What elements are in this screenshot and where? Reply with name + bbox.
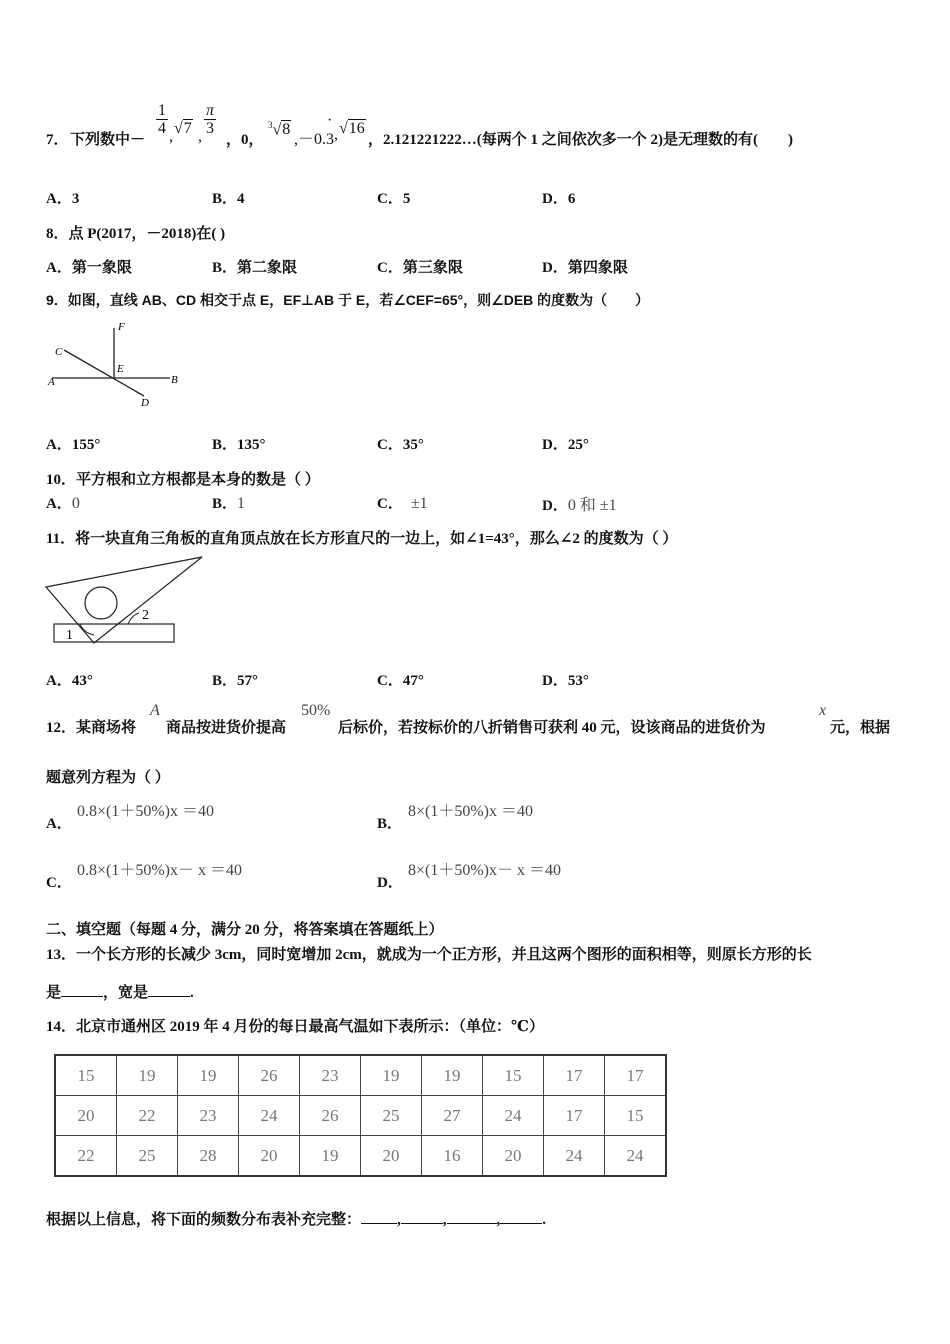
q7-cbrt8: $^3$√8 (268, 120, 291, 139)
q10-option-b[interactable]: B．1 (212, 495, 246, 512)
table-cell: 27 (422, 1096, 483, 1136)
q12-line2: 题意列方程为（ ） (46, 770, 170, 786)
q11-label-2: 2 (142, 608, 149, 623)
q14-blank-4[interactable] (500, 1209, 542, 1224)
table-cell: 16 (422, 1136, 483, 1177)
q9-label-d: D (141, 397, 149, 409)
table-row (55, 1136, 666, 1177)
q13-line2: 是 ，宽是 . (46, 981, 194, 1002)
table-cell: 22 (117, 1096, 178, 1136)
q12-option-b[interactable]: B． 8×(1＋50%)x ＝40 (377, 803, 534, 832)
q11-option-a[interactable]: A．43° (46, 673, 93, 689)
q9-line-cd (64, 350, 144, 396)
table-cell: 26 (300, 1096, 361, 1136)
q13-blank-width[interactable] (148, 982, 190, 997)
q7-number: 7． (46, 132, 69, 148)
q7-neg-0-3: ,－0.3 (294, 131, 335, 148)
q7-frac-pi-third: $\frac{\pi}{3}$ (206, 102, 215, 137)
q14-blank-2[interactable] (401, 1209, 443, 1224)
table-cell: 22 (55, 1136, 117, 1177)
table-cell: 20 (55, 1096, 117, 1136)
table-cell: 24 (544, 1136, 605, 1177)
q9-option-a[interactable]: A．155° (46, 437, 101, 453)
table-cell: 24 (239, 1096, 300, 1136)
q10-stem: 10．平方根和立方根都是本身的数是（ ） (46, 472, 320, 488)
q14-after: 根据以上信息，将下面的频数分布表补充完整： , , , . (46, 1208, 546, 1229)
q8-stem: 8．点 P(2017，－2018)在( ) (46, 226, 226, 242)
q13-blank-length[interactable] (61, 982, 103, 997)
q7-sep2: , (198, 128, 202, 145)
table-row (55, 1096, 666, 1136)
q8-option-c[interactable]: C．第三象限 (377, 260, 463, 276)
table-cell: 25 (361, 1096, 422, 1136)
q7-sep1: , (169, 128, 173, 145)
table-cell: 17 (605, 1055, 667, 1096)
q12-option-d[interactable]: D． 8×(1＋50%)x－ x ＝40 (377, 862, 562, 891)
table-cell: 20 (483, 1136, 544, 1177)
section2-title: 二、填空题（每题 4 分，满分 20 分，将答案填在答题纸上） (46, 922, 444, 938)
q7-frac-quarter: $\frac{1}{4}$ (158, 102, 166, 137)
table-cell: 28 (178, 1136, 239, 1177)
q12-option-a[interactable]: A． 0.8×(1＋50%)x ＝40 (46, 803, 215, 832)
q11-hole (85, 587, 117, 619)
q9-label-b: B (171, 374, 178, 386)
q13-line1: 13．一个长方形的长减少 3cm，同时宽增加 2cm，就成为一个正方形，并且这两个图形的面积相等，则原长方形的长 (46, 947, 812, 963)
q7-option-b[interactable]: B．4 (212, 191, 245, 207)
q8-option-d[interactable]: D．第四象限 (542, 260, 628, 276)
table-cell: 15 (483, 1055, 544, 1096)
q11-label-1: 1 (66, 628, 73, 643)
q14-blank-1[interactable] (361, 1209, 397, 1224)
q10-option-a[interactable]: A．0 (46, 495, 80, 512)
q9-stem: 9．如图，直线 AB、CD 相交于点 E，EF⊥AB 于 E，若∠CEF=65°，则∠DEB 的度数为（ ） (46, 292, 650, 308)
q12-line1: 12．某商场将 A 商品按进货价提高 50% 后标价，若按标价的八折销售可获利 40 元，设该商品的进货价为 x 元，根据 (46, 702, 891, 736)
table-cell: 17 (544, 1096, 605, 1136)
table-cell: 20 (361, 1136, 422, 1177)
q7-mid: ，0， (226, 132, 264, 148)
table-cell: 20 (239, 1136, 300, 1177)
table-cell: 23 (178, 1096, 239, 1136)
table-cell: 19 (422, 1055, 483, 1096)
q9-figure (46, 320, 186, 410)
q9-option-b[interactable]: B．135° (212, 437, 266, 453)
table-cell: 19 (178, 1055, 239, 1096)
table-cell: 17 (544, 1055, 605, 1096)
table-cell: 19 (361, 1055, 422, 1096)
q7-sqrt7: √7 (174, 120, 192, 137)
q10-option-c[interactable]: C． ±1 (377, 495, 428, 512)
q14-table-body (55, 1055, 666, 1176)
table-cell: 24 (605, 1136, 667, 1177)
q9-option-d[interactable]: D．25° (542, 437, 589, 453)
q7-sqrt16: √16 (339, 120, 365, 137)
q12-var-x: x (819, 702, 827, 719)
table-cell: 26 (239, 1055, 300, 1096)
q9-option-c[interactable]: C．35° (377, 437, 424, 453)
q11-option-d[interactable]: D．53° (542, 673, 589, 689)
q10-option-d[interactable]: D．0 和 ±1 (542, 497, 617, 514)
q9-label-c: C (55, 346, 63, 358)
q11-option-b[interactable]: B．57° (212, 673, 259, 689)
q7-option-d[interactable]: D．6 (542, 191, 576, 207)
q11-stem: 11．将一块直角三角板的直角顶点放在长方形直尺的一边上，如∠1=43°，那么∠2 的度数为（ ） (46, 531, 678, 547)
q12-percent: 50% (301, 702, 331, 719)
q7-tail: ，2.121221222…(每两个 1 之间依次多一个 2)是无理数的有( ) (368, 132, 793, 148)
q8-option-b[interactable]: B．第二象限 (212, 260, 298, 276)
q14-blank-3[interactable] (447, 1209, 497, 1224)
q8-option-a[interactable]: A．第一象限 (46, 260, 132, 276)
q11-figure (44, 555, 209, 647)
table-cell: 19 (300, 1136, 361, 1177)
q9-label-a: A (48, 376, 55, 388)
q12-option-c[interactable]: C． 0.8×(1＋50%)x－ x ＝40 (46, 862, 243, 891)
q9-label-e: E (117, 363, 124, 375)
q7-option-a[interactable]: A．3 (46, 191, 80, 207)
q12-var-a: A (150, 702, 160, 719)
table-cell: 25 (117, 1136, 178, 1177)
q7-lead: 下列数中－ (70, 132, 146, 148)
table-cell: 15 (605, 1096, 667, 1136)
table-cell: 15 (55, 1055, 117, 1096)
q14-temperature-table (54, 1054, 667, 1177)
table-cell: 19 (117, 1055, 178, 1096)
q9-label-f: F (118, 321, 125, 333)
table-cell: 23 (300, 1055, 361, 1096)
q14-stem: 14．北京市通州区 2019 年 4 月份的每日最高气温如下表所示：（单位：℃） (46, 1019, 544, 1035)
q7-repeat-dot: · (327, 112, 333, 129)
q11-option-c[interactable]: C．47° (377, 673, 424, 689)
q7-option-c[interactable]: C．5 (377, 191, 411, 207)
table-cell: 24 (483, 1096, 544, 1136)
table-row (55, 1055, 666, 1096)
q7-sep3: , (334, 126, 338, 143)
